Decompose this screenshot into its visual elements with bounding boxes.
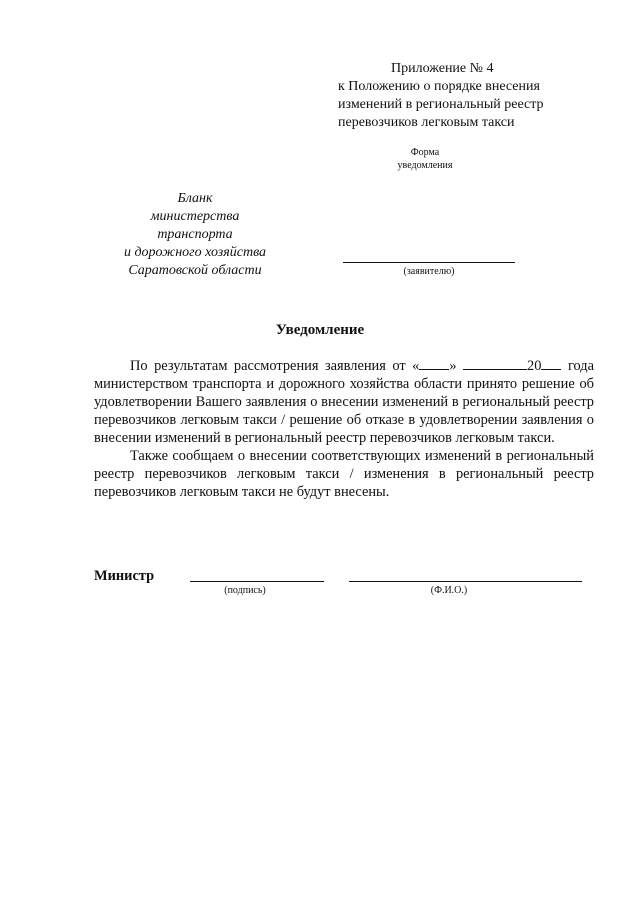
letterhead-line-4: и дорожного хозяйства: [123, 245, 267, 260]
year-prefix: 20: [527, 358, 542, 374]
recipient-blank-line: [343, 262, 515, 263]
quote-close: »: [449, 358, 457, 374]
decision-text: министерством транспорта и дорожного хозяйства области принято решение об удовлетворении Вашего заявления о внесении изменений в региональный реестр перевозчиков легковым такси / решение об отказе в удовлетворении заявления о внесении изменений в региональный реестр перевозчиков легковым такси.: [94, 376, 594, 446]
paragraph-changes: Также сообщаем о внесении соответствующих изменений в региональный реестр перевозчиков легковым такси / изменения в региональный реестр перевозчиков легковым такси не будут внесены.: [94, 448, 594, 500]
paragraph-decision: [94, 356, 594, 447]
appendix-title: Приложение № 4: [391, 61, 494, 76]
signature-blank-line: [190, 581, 324, 582]
year-suffix: года: [567, 358, 594, 374]
letterhead-line-2: министерства: [150, 209, 240, 224]
recipient-caption: (заявителю): [403, 266, 455, 277]
paragraph-intro-text: По результатам рассмотрения заявления от «: [130, 358, 420, 374]
appendix-line-2: изменений в региональный реестр: [338, 97, 544, 112]
day-blank: [419, 356, 449, 370]
form-label-line-1: Форма: [410, 147, 440, 158]
appendix-line-1: к Положению о порядке внесения: [338, 79, 540, 94]
appendix-line-3: перевозчиков легковым такси: [338, 115, 515, 130]
letterhead-line-3: транспорта: [157, 227, 233, 242]
ministry-letterhead: [100, 190, 290, 280]
letterhead-line-1: Бланк: [177, 191, 213, 206]
form-label-line-2: уведомления: [397, 160, 453, 171]
name-blank-line: [349, 581, 582, 582]
appendix-header: [338, 60, 598, 132]
name-caption: (Ф.И.О.): [430, 585, 468, 596]
document-title: Уведомление: [275, 322, 365, 338]
month-blank: [463, 356, 527, 370]
signatory-role: Министр: [94, 568, 155, 584]
notification-body: [94, 356, 594, 501]
year-blank: [541, 356, 561, 370]
letterhead-line-5: Саратовской области: [128, 263, 262, 278]
signature-caption: (подпись): [224, 585, 266, 596]
form-label: [380, 146, 470, 172]
